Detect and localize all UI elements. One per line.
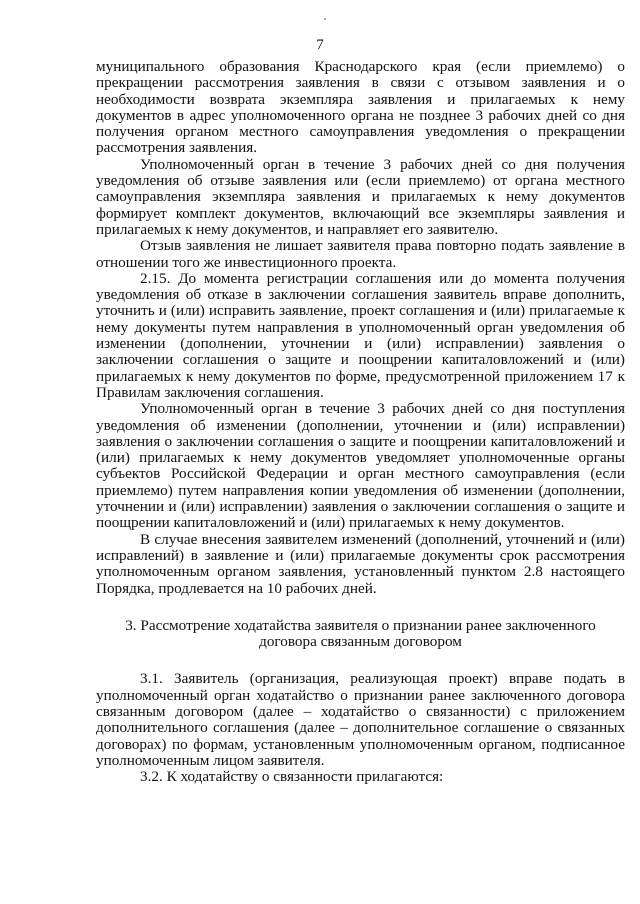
paragraph: В случае внесения заявителем изменений (дополнений, уточнений и (или) исправлений) в заявление и (или) прилагаемые документы срок рассмотрения уполномоченным органом заявления, установленный пунктом 2.8 настоящего Порядка, продлевается на 10 рабочих дней. — [96, 530, 625, 597]
paragraph: Уполномоченный орган в течение 3 рабочих дней со дня поступления уведомления об изменении (дополнении, уточнении и (или) исправлении) заявления о заключении соглашения о защите и поощрении капиталовложений и (или) прилагаемых к нему документов уведомляет уполномоченные органы субъектов Российской Федерации и орган местного самоуправления (если приемлемо) путем направления копии уведомления об изменении (дополнении, уточнении и (или) исправлении) заявления о заключении соглашения о защите и поощрении капиталовложений и (или) прилагаемых к нему документов. — [96, 400, 625, 532]
scan-speck — [324, 18, 326, 20]
paragraph: 3.1. Заявитель (организация, реализующая проект) вправе подать в уполномоченный орган ходатайство о признании ранее заключенного договора связанным договором (далее – ходатайство о связанности) с приложением дополнительного соглашения (далее – дополнительное соглашение о связанных договорах) по формам, установленным уполномоченным органом, подписанное уполномоченным лицом заявителя. — [96, 670, 625, 769]
paragraph: муниципального образования Краснодарского края (если приемлемо) о прекращении рассмотрения заявления в связи с отзывом заявления и о необходимости возврата экземпляра заявления и прилагаемых к нему документов в адрес уполномоченного органа не позднее 3 рабочих дней со дня получения органом местного самоуправления уведомления о прекращении рассмотрения заявления. — [96, 58, 625, 157]
page-number: 7 — [316, 37, 324, 53]
document-body — [96, 59, 625, 785]
paragraph: 3.2. К ходатайству о связанности прилагаются: — [140, 768, 444, 786]
section-heading-line: 3. Рассмотрение ходатайства заявителя о признании ранее заключенного — [125, 616, 596, 634]
paragraph: Уполномоченный орган в течение 3 рабочих дней со дня получения уведомления об отзыве заявления или (если приемлемо) от органа местного самоуправления экземпляра заявления и прилагаемых к нему документов формирует комплект документов, включающий все экземпляры заявления и прилагаемых к нему документов, и направляет его заявителю. — [96, 155, 625, 238]
section-heading-line: договора связанным договором — [259, 633, 462, 651]
paragraph: 2.15. До момента регистрации соглашения или до момента получения уведомления об отказе в заключении соглашения заявитель вправе дополнить, уточнить и (или) исправить заявление, проект соглашения и (или) прилагаемые к нему документы путем направления в уполномоченный орган уведомления об изменении (дополнении, уточнении и (или) исправлении) заявления о заключении соглашения о защите и поощрении капиталовложений и (или) прилагаемых к нему документов по форме, предусмотренной приложением 17 к Правилам заключения соглашения. — [96, 269, 625, 401]
paragraph: Отзыв заявления не лишает заявителя права повторно подать заявление в отношении того же инвестиционного проекта. — [96, 237, 625, 271]
